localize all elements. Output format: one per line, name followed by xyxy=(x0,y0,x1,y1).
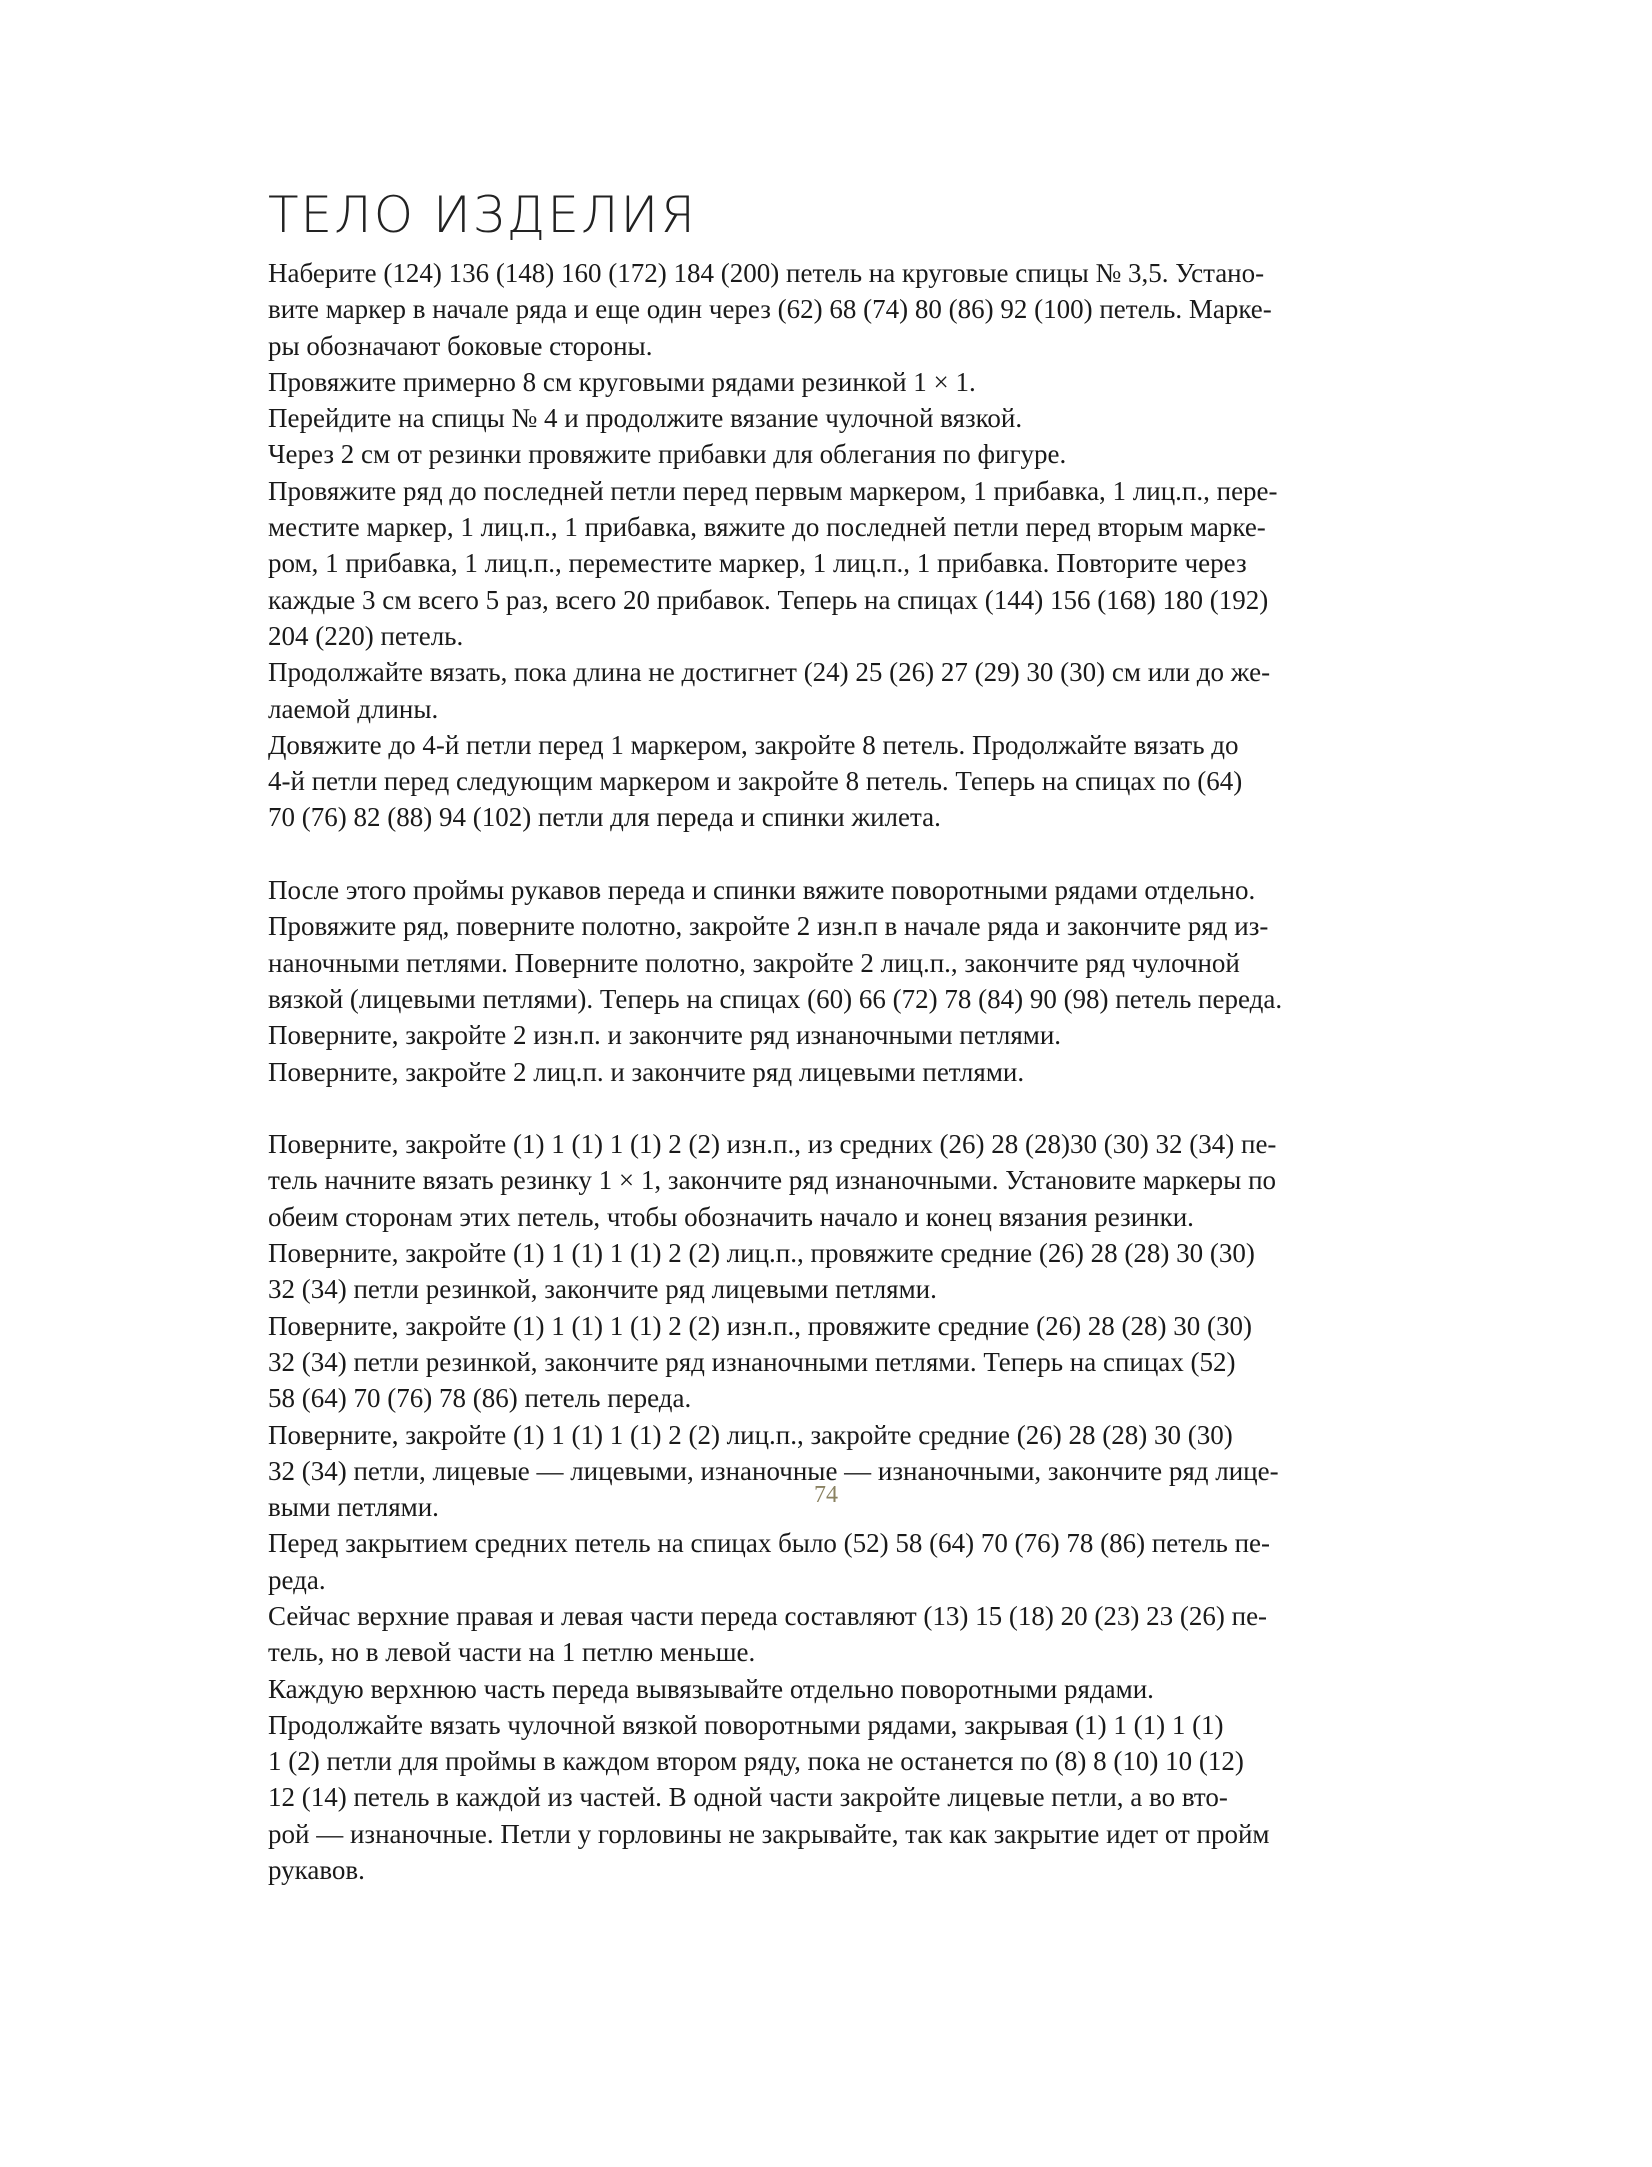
text-line: обеим сторонам этих петель, чтобы обозначить начало и конец вязания резинки. xyxy=(268,1201,1194,1232)
text-line: Наберите (124) 136 (148) 160 (172) 184 (200) петель на круговые спицы № 3,5. Устано- xyxy=(268,258,1265,288)
paragraph-gap xyxy=(268,1090,1458,1126)
text-line: ром, 1 прибавка, 1 лиц.п., переместите маркер, 1 лиц.п., 1 прибавка. Повторите через xyxy=(268,548,1247,579)
text-line: Перейдите на спицы № 4 и продолжите вязание чулочной вязкой. xyxy=(268,403,1023,434)
text-line: тель, но в левой части на 1 петлю меньше. xyxy=(268,1637,756,1668)
text-line: рукавов. xyxy=(268,1855,365,1886)
text-line: Через 2 см от резинки провяжите прибавки для облегания по фигуре. xyxy=(268,439,1067,470)
text-line: Продолжайте вязать чулочной вязкой поворотными рядами, закрывая (1) 1 (1) 1 (1) xyxy=(268,1709,1224,1740)
page-title: ТЕЛО ИЗДЕЛИЯ xyxy=(268,186,698,244)
text-line: местите маркер, 1 лиц.п., 1 прибавка, вяжите до последней петли перед вторым марке- xyxy=(268,512,1266,543)
text-line: 12 (14) петель в каждой из частей. В одной части закройте лицевые петли, а во вто- xyxy=(268,1782,1228,1813)
text-line: Продолжайте вязать, пока длина не достигнет (24) 25 (26) 27 (29) 30 (30) см или до же- xyxy=(268,657,1271,688)
text-line: Перед закрытием средних петель на спицах было (52) 58 (64) 70 (76) 78 (86) петель пе- xyxy=(268,1528,1271,1559)
text-line: 204 (220) петель. xyxy=(268,620,464,651)
text-line: Поверните, закройте (1) 1 (1) 1 (1) 2 (2) изн.п., провяжите средние (26) 28 (28) 30 (30) xyxy=(268,1310,1253,1341)
text-line: 70 (76) 82 (88) 94 (102) петли для переда и спинки жилета. xyxy=(268,802,941,833)
text-line: Поверните, закройте 2 изн.п. и закончите ряд изнаночными петлями. xyxy=(268,1020,1062,1051)
text-line: тель начните вязать резинку 1 × 1, закончите ряд изнаночными. Установите маркеры по xyxy=(268,1165,1277,1196)
page-number: 74 xyxy=(814,1482,838,1508)
text-line: 32 (34) петли резинкой, закончите ряд изнаночными петлями. Теперь на спицах (52) xyxy=(268,1346,1236,1377)
text-line: каждые 3 см всего 5 раз, всего 20 прибавок. Теперь на спицах (144) 156 (168) 180 (192) xyxy=(268,584,1269,615)
text-line: Провяжите примерно 8 см круговыми рядами резинкой 1 × 1. xyxy=(268,366,976,397)
text-line: 58 (64) 70 (76) 78 (86) петель переда. xyxy=(268,1383,692,1414)
paragraph-block xyxy=(268,872,1458,1090)
text-line: вите маркер в начале ряда и еще один через (62) 68 (74) 80 (86) 92 (100) петель. Марке- xyxy=(268,294,1272,325)
text-line: наночными петлями. Поверните полотно, закройте 2 лиц.п., закончите ряд чулочной xyxy=(268,947,1240,978)
text-line: Провяжите ряд до последней петли перед первым маркером, 1 прибавка, 1 лиц.п., пере- xyxy=(268,475,1278,506)
text-line: Поверните, закройте 2 лиц.п. и закончите ряд лицевыми петлями. xyxy=(268,1056,1025,1087)
paragraph-block xyxy=(268,255,1458,836)
text-line: После этого проймы рукавов переда и спинки вяжите поворотными рядами отдельно. xyxy=(268,875,1256,906)
body-text xyxy=(268,255,1458,1888)
text-line: выми петлями. xyxy=(268,1492,439,1523)
text-line: лаемой длины. xyxy=(268,693,439,724)
text-line: ры обозначают боковые стороны. xyxy=(268,330,653,361)
text-line: Провяжите ряд, поверните полотно, закройте 2 изн.п в начале ряда и закончите ряд из- xyxy=(268,911,1269,942)
text-line: Сейчас верхние правая и левая части переда составляют (13) 15 (18) 20 (23) 23 (26) пе- xyxy=(268,1600,1268,1631)
text-line: Каждую верхнюю часть переда вывязывайте отдельно поворотными рядами. xyxy=(268,1673,1154,1704)
text-line: Поверните, закройте (1) 1 (1) 1 (1) 2 (2) изн.п., из средних (26) 28 (28)30 (30) 32 (34) пе- xyxy=(268,1129,1277,1160)
text-line: 1 (2) петли для проймы в каждом втором ряду, пока не останется по (8) 8 (10) 10 (12) xyxy=(268,1746,1244,1777)
text-line: вязкой (лицевыми петлями). Теперь на спицах (60) 66 (72) 78 (84) 90 (98) петель переда. xyxy=(268,983,1283,1014)
text-line: 32 (34) петли, лицевые — лицевыми, изнаночные — изнаночными, закончите ряд лице- xyxy=(268,1455,1279,1486)
text-line: рой — изнаночные. Петли у горловины не закрывайте, так как закрытие идет от пройм xyxy=(268,1818,1270,1849)
text-line: Поверните, закройте (1) 1 (1) 1 (1) 2 (2) лиц.п., закройте средние (26) 28 (28) 30 (30) xyxy=(268,1419,1233,1450)
text-line: 32 (34) петли резинкой, закончите ряд лицевыми петлями. xyxy=(268,1274,937,1305)
text-line: реда. xyxy=(268,1564,326,1595)
text-line: 4-й петли перед следующим маркером и закройте 8 петель. Теперь на спицах по (64) xyxy=(268,766,1243,797)
paragraph-gap xyxy=(268,836,1458,872)
text-line: Довяжите до 4-й петли перед 1 маркером, закройте 8 петель. Продолжайте вязать до xyxy=(268,729,1239,760)
text-line: Поверните, закройте (1) 1 (1) 1 (1) 2 (2) лиц.п., провяжите средние (26) 28 (28) 30 (30) xyxy=(268,1238,1255,1269)
